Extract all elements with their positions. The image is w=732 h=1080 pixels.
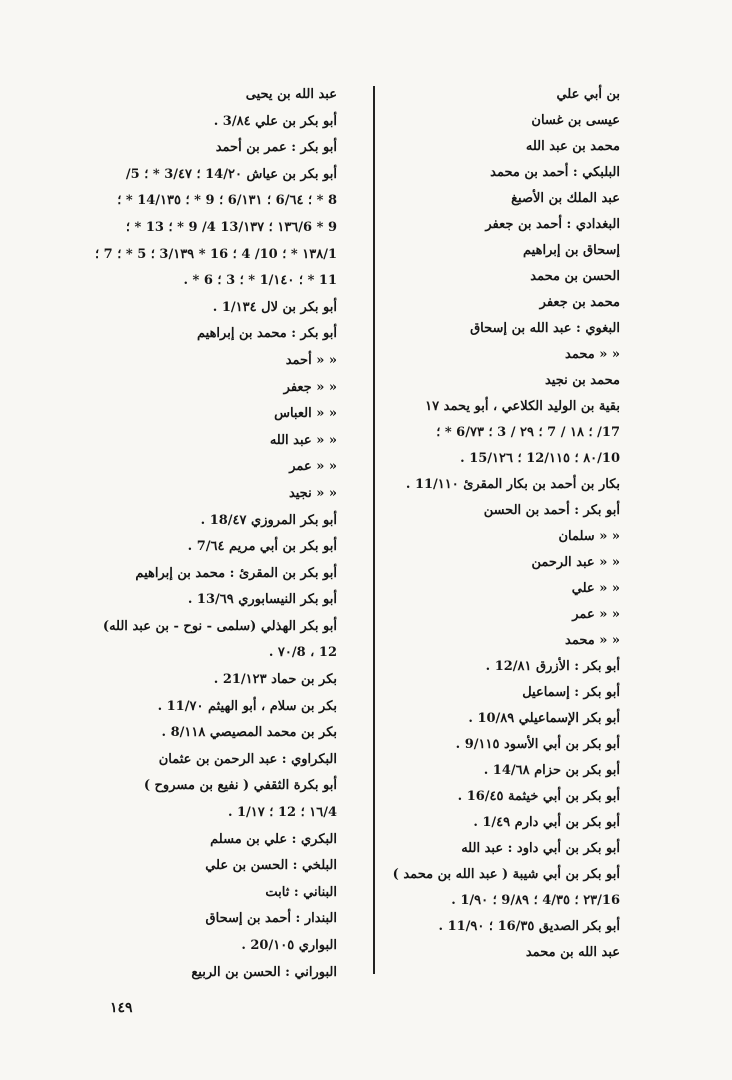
- index-entry: 17/ ؛ ١٨ / 7 ؛ ٢٩ / 3 ؛ 6/٧٣ * ؛: [436, 425, 620, 440]
- index-entry: أبو بكر بن أبي الأسود 9/١١٥ .: [455, 737, 620, 752]
- index-entry: 9 * 6/١٣٦ ؛ 13/١٣٧ 4/ 9 * ؛ 13 * ؛: [125, 219, 337, 235]
- index-column-left: [7, 82, 337, 986]
- index-entry: « « محمد: [565, 347, 620, 362]
- index-entry: 4/١٦ ؛ 12 ؛ 1/١٧ .: [227, 805, 337, 821]
- index-entry: عبد الله بن محمد: [525, 945, 620, 960]
- index-entry: 8 * ؛ 6/٦٤ ؛ 6/١٣١ ؛ 9 * ؛ 14/١٣٥ * ؛: [117, 193, 337, 209]
- index-entry: أبو بكر بن لال 1/١٣٤ .: [212, 299, 337, 315]
- index-entry: عبد الله بن يحيى: [245, 87, 337, 102]
- index-entry: أبو بكر بن علي 3/٨٤ .: [213, 113, 337, 129]
- index-entry: أبو بكر بن أبي داود : عبد الله: [461, 841, 620, 856]
- index-entry: بن أبي علي: [556, 87, 620, 102]
- index-entry: بكار بن أحمد بن بكار المقرئ 11/١١٠ .: [405, 477, 620, 492]
- index-entry: بقية بن الوليد الكلاعي ، أبو يحمد ١٧: [425, 399, 620, 414]
- index-entry: بكر بن حماد 21/١٢٣ .: [213, 672, 337, 688]
- index-entry: أبو بكر بن أبي مريم 7/٦٤ .: [187, 539, 337, 555]
- index-entry: « « عبد الرحمن: [531, 555, 620, 570]
- index-entry: محمد بن نجيد: [544, 373, 620, 388]
- index-entry: أبو بكر الإسماعيلي 10/٨٩ .: [468, 711, 620, 726]
- index-entry: البندار : أحمد بن إسحاق: [205, 911, 337, 927]
- index-entry: محمد بن عبد الله: [525, 139, 620, 154]
- index-entry: أبو بكر بن المقرئ : محمد بن إبراهيم: [135, 565, 337, 581]
- index-entry: 12 ، 8/٧٠ .: [268, 645, 337, 661]
- index-entry: أبو بكر : عمر بن أحمد: [215, 140, 337, 156]
- index-entry: « « نجيد: [288, 485, 337, 501]
- index-entry: أبو بكر بن أبي دارم 1/٤٩ .: [473, 815, 620, 830]
- index-entry: بكر بن سلام ، أبو الهيثم 11/٧٠ .: [157, 698, 337, 714]
- index-entry: 11 * ؛ 1/١٤٠ * ؛ 3 ؛ 6 * .: [183, 273, 337, 289]
- index-entry: أبو بكر النيسابوري 13/٦٩ .: [187, 592, 337, 608]
- index-entry: أبو بكر بن أبي خيثمة 16/٤٥ .: [457, 789, 620, 804]
- index-entry: 10/٨٠ ؛ 12/١١٥ ؛ 15/١٢٦ .: [460, 451, 620, 466]
- index-entry: « « عمر: [572, 607, 620, 622]
- index-entry: أبو بكر بن حزام 14/٦٨ .: [483, 763, 620, 778]
- index-entry: « « جعفر: [283, 379, 337, 395]
- index-entry: « « العباس: [274, 406, 337, 422]
- index-entry: محمد بن جعفر: [539, 295, 620, 310]
- index-entry: 1/١٣٨ * ؛ 10/ 4 ؛ 16 * 3/١٣٩ ؛ 5 * ؛ 7 ؛: [94, 246, 337, 262]
- index-entry: أبو بكر : إسماعيل: [522, 685, 620, 700]
- column-divider: [373, 86, 375, 974]
- index-entry: أبو بكر بن أبي شيبة ( عبد الله بن محمد ): [392, 867, 620, 882]
- index-entry: البكري : علي بن مسلم: [210, 831, 337, 847]
- index-column-right: [290, 82, 620, 966]
- index-entry: البواري 20/١٠٥ .: [241, 938, 337, 953]
- index-entry: « « سلمان: [558, 529, 620, 544]
- index-entry: « « أحمد: [285, 352, 337, 368]
- index-entry: « « عبد الله: [269, 432, 337, 448]
- page-number: ١٤٩: [110, 1000, 133, 1016]
- index-entry: الحسن بن محمد: [530, 269, 620, 284]
- index-entry: البلخي : الحسن بن علي: [205, 858, 337, 874]
- index-entry: البوراني : الحسن بن الربيع: [191, 964, 337, 980]
- index-entry: البغدادي : أحمد بن جعفر: [485, 217, 620, 232]
- index-entry: أبو بكر : أحمد بن الحسن: [483, 503, 620, 518]
- index-entry: عيسى بن غسان: [531, 113, 620, 128]
- index-entry: أبو بكر الصديق 16/٣٥ ؛ 11/٩٠ .: [438, 919, 620, 934]
- index-entry: البغوي : عبد الله بن إسحاق: [470, 321, 620, 336]
- index-entry: « « علي: [571, 581, 620, 596]
- index-entry: بكر بن محمد المصيصي 8/١١٨ .: [161, 725, 337, 741]
- index-entry: « « عمر: [289, 459, 337, 475]
- index-entry: أبو بكر : محمد بن إبراهيم: [197, 326, 337, 342]
- index-entry: أبو بكر المروزي 18/٤٧ .: [200, 512, 337, 528]
- index-entry: البكراوي : عبد الرحمن بن عثمان: [158, 751, 337, 767]
- index-entry: 16/٢٣ ؛ 4/٣٥ ؛ 9/٨٩ ؛ 1/٩٠ .: [451, 893, 620, 908]
- index-entry: أبو بكر : الأزرق 12/٨١ .: [485, 659, 620, 674]
- index-entry: « « محمد: [565, 633, 620, 648]
- index-entry: أبو بكرة الثقفي ( نفيع بن مسروح ): [143, 778, 337, 794]
- index-entry: أبو بكر الهذلي (سلمى - نوح - بن عبد الله): [102, 618, 337, 634]
- index-entry: إسحاق بن إبراهيم: [523, 243, 620, 258]
- index-entry: البناني : ثابت: [265, 884, 337, 900]
- index-entry: أبو بكر بن عياش 14/٢٠ ؛ 3/٤٧ * ؛ 5/: [125, 166, 337, 182]
- index-entry: البلبكي : أحمد بن محمد: [490, 165, 620, 180]
- index-entry: عبد الملك بن الأصبغ: [511, 191, 620, 206]
